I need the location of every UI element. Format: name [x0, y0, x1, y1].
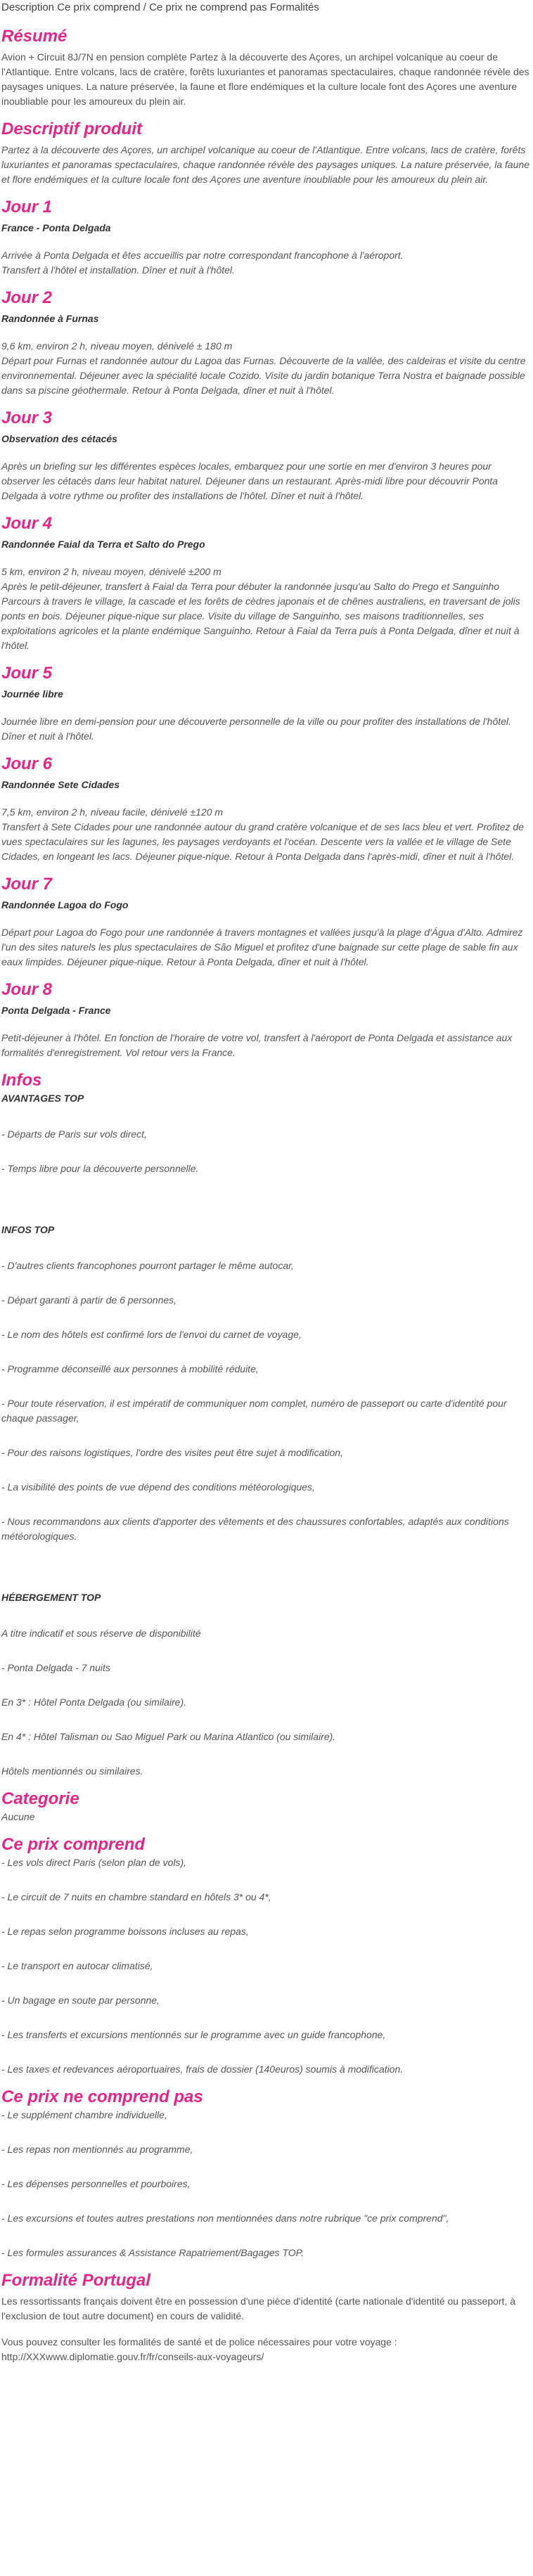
hebergement-item: Hôtels mentionnés ou similaires. [1, 1765, 143, 1777]
comprend-item: - Les vols direct Paris (selon plan de vols), [1, 1856, 186, 1868]
comprend-title: Ce prix comprend [1, 1834, 146, 1854]
tab-header: Description Ce prix comprend / Ce prix ne comprend pas Formalités [1, 1, 319, 13]
day-title: Jour 7 [1, 874, 53, 894]
comprend-item: - Un bagage en soute par personne, [1, 1994, 160, 2006]
day-7 [1, 874, 530, 970]
hebergement-item: En 3* : Hôtel Ponta Delgada (ou similaire). [1, 1696, 187, 1708]
day-6 [1, 754, 530, 864]
comprend-item: - Les transferts et excursions mentionnés sur le programme avec un guide francophone, [1, 2028, 386, 2040]
day-subtitle: France - Ponta Delgada [1, 221, 111, 233]
day-subtitle: Randonnée à Furnas [1, 312, 99, 324]
info-item: - D'autres clients francophones pourront partager le même autocar, [1, 1259, 294, 1271]
day-line: Après un briefing sur les différentes espèces locales, embarquez pour une sortie en mer d'environ 3 heures pour observer les cétacés dans leur habitat naturel. Déjeuner dans un restaurant. Après-midi libre pour découvrir Ponta Delgada à votre rythme ou profiter des installations de l'hôtel. Dîner et nuit à l'hôtel. [1, 460, 499, 501]
formalite-text: Vous pouvez consulter les formalités de santé et de police nécessaires pour votre voyage : [1, 2336, 397, 2348]
day-line: 5 km, environ 2 h, niveau moyen, dénivelé ±200 m [1, 565, 221, 577]
resume-text: Avion + Circuit 8J/7N en pension complète Partez à la découverte des Açores, un archipel volcanique au coeur de l'Atlantique. Entre volcans, lacs de cratère, forêts luxuriantes et panoramas spectaculaires, chaque randonnée révèle des paysages uniques. La nature préservée, la faune et flore endémiques et la culture locale font des Açores une aventure inoubliable pour les amoureux du plein air. [1, 51, 529, 107]
categorie-value: Aucune [1, 1810, 35, 1822]
day-line: Après le petit-déjeuner, transfert à Faial da Terra pour débuter la randonnée jusqu'au Salto do Prego et Sanguinho Parcours à travers le village, la cascade et les forêts de cèdres japonais et de chênes australiens, en traversant de jolis ponts en bois. Déjeuner pique-nique sur place. Visite du village de Sanguinho, ses maisons traditionnelles, ses exploitations agricoles et la plante endémique Sanguinho. Retour à Faial da Terra puis à Ponta Delgada, dîner et nuit à l'hôtel. [1, 580, 520, 651]
day-title: Jour 5 [1, 663, 53, 683]
info-item: - Nous recommandons aux clients d'apporter des vêtements et des chaussures confortables, adaptés aux conditions météorologiques. [1, 1515, 509, 1542]
day-line: Journée libre en demi-pension pour une découverte personnelle de la ville ou pour profiter des installations de l'hôtel. Dîner et nuit à l'hôtel. [1, 715, 511, 742]
avantages-title: AVANTAGES TOP [1, 1092, 84, 1104]
descriptif-text: Partez à la découverte des Açores, un archipel volcanique au coeur de l'Atlantique. Entre volcans, lacs de cratère, forêts luxuriantes et panoramas spectaculaires, chaque randonnée révèle des paysages uniques. La nature préservée, la faune et flore endémiques et la culture locale font des Açores une aventure inoubliable pour les amoureux du plein air. [1, 143, 530, 185]
day-line: Petit-déjeuner à l'hôtel. En fonction de l'horaire de votre vol, transfert à l'aéroport de Ponta Delgada et assistance aux formalités d'enregistrement. Vol retour vers la France. [1, 1031, 513, 1058]
day-title: Jour 6 [1, 754, 53, 773]
comprend-item: - Le transport en autocar climatisé, [1, 1959, 153, 1971]
hebergement-item: - Ponta Delgada - 7 nuits [1, 1661, 110, 1673]
avantage-item: - Temps libre pour la découverte personnelle. [1, 1162, 199, 1174]
ne-comprend-item: - Les excursions et toutes autres prestations non mentionnées dans notre rubrique "ce prix comprend", [1, 2212, 449, 2224]
infos-top-title: INFOS TOP [1, 1223, 55, 1235]
formalite-title: Formalité Portugal [1, 2270, 151, 2290]
day-title: Jour 3 [1, 408, 53, 427]
formalite-link[interactable]: http://XXXwww.diplomatie.gouv.fr/fr/conseils-aux-voyageurs/ [1, 2350, 264, 2362]
day-2 [1, 288, 530, 398]
info-item: - La visibilité des points de vue dépend des conditions météorologiques, [1, 1481, 315, 1493]
info-item: - Pour des raisons logistiques, l'ordre des visites peut être sujet à modification, [1, 1446, 343, 1458]
day-title: Jour 2 [1, 288, 53, 307]
day-subtitle: Randonnée Faial da Terra et Salto do Prego [1, 538, 205, 550]
day-subtitle: Randonnée Sete Cidades [1, 778, 120, 790]
day-line: Départ pour Furnas et randonnée autour du Lagoa das Furnas. Découverte de la vallée, des caldeiras et visite du centre environnemental. Déjeuner avec la spécialité locale Cozido. Visite du jardin botanique Terra Nostra et baignade possible dans sa piscine géothermale. Retour à Ponta Delgada, dîner et nuit à l'hôtel. [1, 354, 526, 396]
day-1 [1, 197, 530, 278]
day-line: Transfert à l'hôtel et installation. Dîner et nuit à l'hôtel. [1, 264, 235, 276]
day-5 [1, 663, 530, 744]
day-subtitle: Randonnée Lagoa do Fogo [1, 899, 129, 910]
resume-title: Résumé [1, 26, 68, 46]
day-line: 9,6 km, environ 2 h, niveau moyen, dénivelé ± 180 m [1, 340, 233, 352]
comprend-item: - Le repas selon programme boissons incluses au repas, [1, 1925, 249, 1937]
day-title: Jour 8 [1, 979, 53, 999]
day-subtitle: Ponta Delgada - France [1, 1004, 111, 1016]
day-4 [1, 513, 530, 653]
info-item: - Programme déconseillé aux personnes à mobilité réduite, [1, 1363, 259, 1374]
ne-comprend-item: - Les formules assurances & Assistance Rapatriement/Bagages TOP. [1, 2246, 304, 2258]
avantage-item: - Départs de Paris sur vols direct, [1, 1128, 147, 1140]
day-line: Arrivée à Ponta Delgada et êtes accueillis par notre correspondant francophone à l'aéroport. [1, 249, 404, 261]
day-line: 7,5 km, environ 2 h, niveau facile, dénivelé ±120 m [1, 806, 224, 818]
hebergement-item: En 4* : Hôtel Talisman ou Sao Miguel Park ou Marina Atlantico (ou similaire). [1, 1730, 336, 1742]
day-line: Départ pour Lagoa do Fogo pour une randonnée à travers montagnes et vallées jusqu'à la plage d'Água d'Alto. Admirez l'un des sites naturels les plus spectaculaires de São Miguel et profitez d'une baignade sur cette plage de sable fin aux eaux limpides. Déjeuner pique-nique. Retour à Ponta Delgada, dîner et nuit à l'hôtel. [1, 926, 523, 967]
day-subtitle: Observation des cétacés [1, 432, 117, 444]
day-8 [1, 979, 530, 1060]
ne-comprend-item: - Les repas non mentionnés au programme, [1, 2143, 193, 2155]
day-3 [1, 408, 530, 503]
ne-comprend-item: - Le supplément chambre individuelle, [1, 2108, 167, 2120]
categorie-title: Categorie [1, 1789, 79, 1808]
infos-title: Infos [1, 1070, 42, 1090]
formalite-text: Les ressortissants français doivent être en possession d'une pièce d'identité (carte nationale d'identité ou passeport, à l'exclusion de tout autre document) en cours de validité. [1, 2295, 516, 2321]
info-item: - Pour toute réservation, il est impératif de communiquer nom complet, numéro de passeport ou carte d'identité pour chaque passager, [1, 1397, 507, 1424]
day-line: Transfert à Sete Cidades pour une randonnée autour du grand cratère volcanique et de ses lacs bleu et vert. Profitez de vues spectaculaires sur les lagunes, les paysages verdoyants et l'océan. Descente vers la vallée et le village de Sete Cidades, en longeant les lacs. Déjeuner pique-nique. Retour à Ponta Delgada dans l'après-midi, dîner et nuit à l'hôtel. [1, 820, 524, 862]
day-title: Jour 4 [1, 513, 53, 533]
descriptif-title: Descriptif produit [1, 119, 143, 139]
comprend-item: - Le circuit de 7 nuits en chambre standard en hôtels 3* ou 4*, [1, 1891, 271, 1902]
ne-comprend-item: - Les dépenses personnelles et pourboires, [1, 2177, 191, 2189]
hebergement-title: HÉBERGEMENT TOP [1, 1591, 101, 1603]
comprend-item: - Les taxes et redevances aéroportuaires, frais de dossier (140euros) soumis à modification. [1, 2063, 404, 2075]
ne-comprend-title: Ce prix ne comprend pas [1, 2087, 203, 2106]
hebergement-item: A titre indicatif et sous réserve de disponibilité [1, 1627, 201, 1639]
day-title: Jour 1 [1, 197, 53, 217]
info-item: - Le nom des hôtels est confirmé lors de l'envoi du carnet de voyage, [1, 1328, 302, 1340]
info-item: - Départ garanti à partir de 6 personnes, [1, 1294, 177, 1306]
day-subtitle: Journée libre [1, 688, 63, 700]
